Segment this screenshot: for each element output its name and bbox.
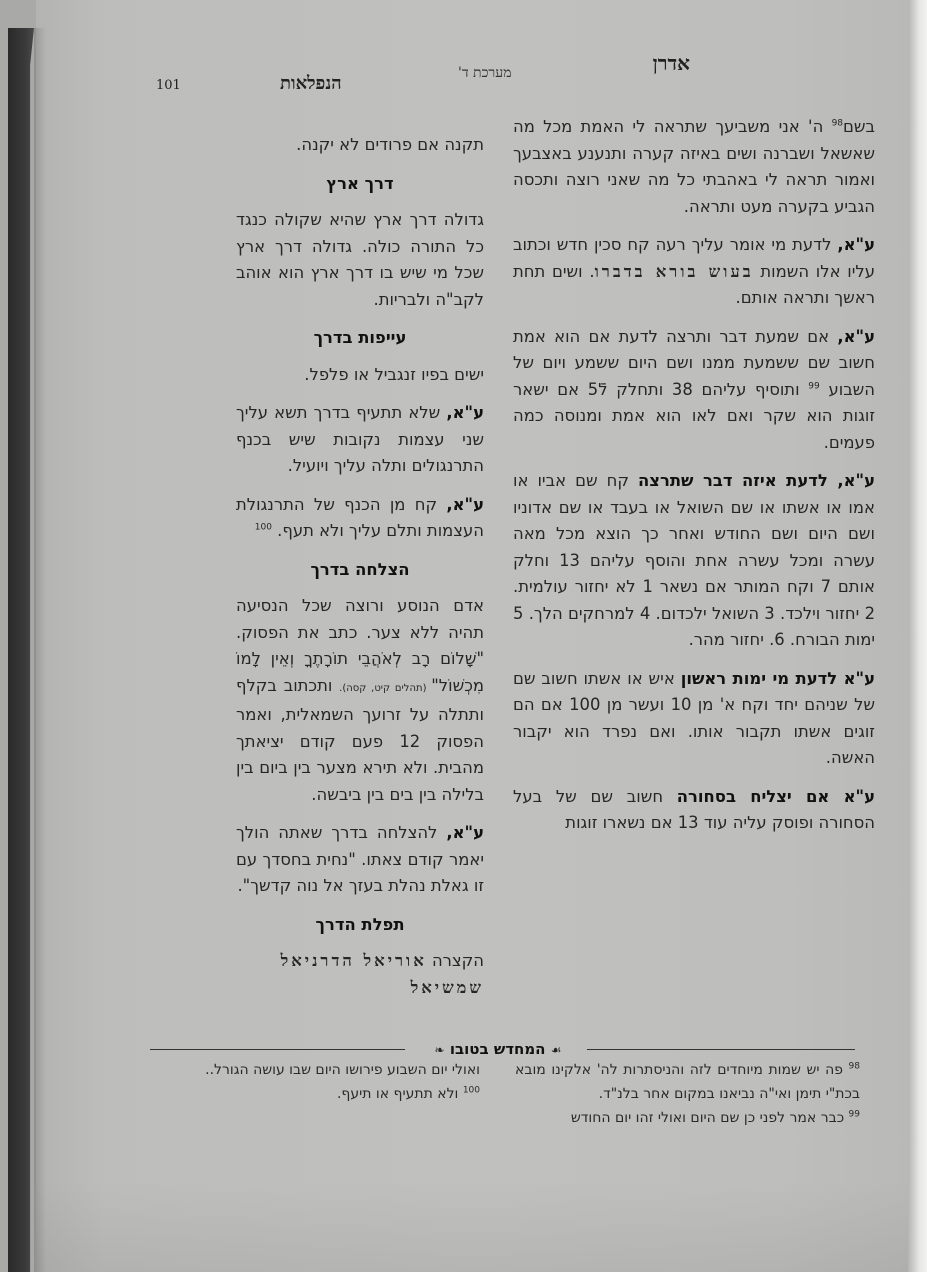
paragraph-text: להצלחה בדרך שאתה הולך יאמר קודם צאתו. "נחית בחסדך עם זו גאלת נהלת בעזך אל נוה קדשך". [236, 823, 484, 895]
footnote-title-text: המחדש בטובו [449, 1040, 546, 1058]
verse-reference: (תהלים קיט, קסה). [339, 682, 432, 694]
paragraph-text: . ושים תחת ראשך ותראה אותם. [513, 261, 875, 307]
footnote-text: ואולי יום השבוע פירושו היום שבו עושה הגורל.. [205, 1062, 480, 1078]
paragraph-text: קח שם אביו או אמו או אשתו או שם השואל או בעבד או שם אדוניו ושם היום ושם החודש ואחר כך הוצא מכל מאה עשרה ומכל עשרה אחת והוסף עליהם 13 וחלק אותם 7 וקח המותר אם נשאר 1 לא יחזור עולמית. 2 יחזור וילכד. 3 השואל ילכדום. 4 למרחקים הלך. 5 ימות הבורח. 6. יחזור מהר. [513, 471, 876, 649]
paragraph-text: בשם [843, 117, 875, 136]
running-header [140, 48, 700, 98]
page-edge [908, 0, 927, 1272]
ornament-icon: ❧ [434, 1043, 445, 1057]
paragraph-text: ותוסיף עליהם 38 ותחלק לֿ5 אם ישאר זוגות הוא שקר ואם לאו הוא אמת ומנוסה כמה פעמים. [513, 379, 875, 452]
footnote-text: ולא תתעיף או תיעף. [336, 1086, 463, 1102]
paragraph [236, 948, 484, 1001]
paragraph [513, 114, 875, 220]
paragraph-text: חשוב שם של בעל הסחורה ופוסק עליה עוד 13 אם נשארו זוגות [513, 786, 875, 832]
footnote [165, 1082, 480, 1106]
paragraph [236, 400, 484, 480]
paragraph-text: לדעת מי אומר עליך רעה קח סכין חדש וכתוב עליו אלו השמות [513, 235, 875, 281]
paragraph [513, 324, 875, 457]
paragraph-text: אם שמעת דבר ותרצה לדעת אם הוא אמת חשוב שם ששמעת ממנו ושם היום ששמע ויום של השבוע [513, 326, 875, 399]
paragraph-lead: ע"א אם יצליח בסחורה [676, 786, 875, 806]
paragraph-lead: ע"א, [446, 403, 484, 422]
divine-names: אוריאל הדרניאל שמשיאל [280, 951, 484, 997]
footnote [165, 1058, 480, 1082]
section-title: מערכת ד' [458, 65, 512, 81]
paragraph [236, 593, 484, 808]
paragraph: גדולה דרך ארץ שהיא שקולה כנגד כל התורה כולה. גדולה דרך ארץ שכל מי שיש בו דרך ארץ הוא אוהב לקב"ה ולבריות. [236, 210, 484, 309]
section-heading: עייפות בדרך [313, 328, 407, 347]
paragraph [513, 232, 875, 312]
divider-line [587, 1049, 855, 1050]
footnote-divider [150, 1040, 855, 1060]
paragraph [513, 468, 875, 654]
footnote [515, 1058, 860, 1106]
paragraph-text: הקצרה [426, 951, 484, 970]
paragraph-lead: ע"א, [446, 823, 484, 842]
paragraph-lead: ע"א, [446, 494, 484, 514]
paragraph-lead: ע"א, [837, 235, 875, 254]
guide-word: אדרן [652, 51, 690, 75]
paragraph-lead: ע"א, [837, 326, 875, 346]
left-column [236, 132, 484, 1013]
footnote [515, 1106, 860, 1130]
divine-names: בעוש בורא בדברו [594, 261, 754, 281]
paragraph [513, 666, 875, 772]
paragraph: תקנה אם פרודים לא יקנה. [296, 135, 484, 154]
book-spine [8, 28, 34, 1272]
paragraph [513, 784, 875, 837]
footnote-ref: 98 [831, 118, 844, 129]
paragraph-text: קח מן הכנף של התרנגולת העצמות ותלם עליך ולא תעף. [236, 494, 484, 540]
paragraph-text: ה' אני משביעך שתראה לי האמת מכל מה שאשאל ושברנה ושים באיזה קערה ותנענע באצבעך ואמור תראה לי באהבתי כל מה שאני רוצה ותכסה הגביע בקערה מעט ותראה. [513, 117, 875, 216]
footnote-ref: 100 [254, 522, 272, 533]
footnote-section-title [412, 1040, 584, 1058]
footnote-number: 98 [848, 1061, 860, 1072]
paragraph: ישים בפיו זנגביל או פלפל. [304, 364, 484, 384]
paragraph-text: אדם הנוסע ורוצה שכל הנסיעה תהיה ללא צער. כתב את הפסוק. "שָׁלוֹם רָב לְאֹהֲבֵי תוֹרָתֶךָ וְאֵין לָמוֹ מִכְשׁוֹל" [236, 596, 484, 695]
paragraph-text: איש או אשתו חשוב שם של שניהם יחד וקח א' מן 10 ועשר מן 100 אם הם זוגים אשתו תקבור אותו. ואם נפרד הוא יקבור האשה. [513, 668, 875, 767]
footnote-number: 100 [462, 1085, 480, 1096]
section-heading: תפלת הדרך [315, 914, 405, 934]
footnote-number: 99 [848, 1109, 860, 1120]
footnote-ref: 99 [808, 381, 820, 392]
footnotes-right [515, 1058, 860, 1130]
page-shade [36, 1180, 908, 1272]
paragraph-text: שלא תתעיף בדרך תשא עליך שני עצמות נקובות שיש בכנף התרנגולים ותלה עליך ויועיל. [236, 403, 484, 475]
paragraph-lead: ע"א, לדעת איזה דבר שתרצה [638, 471, 875, 490]
gutter-shadow [34, 28, 46, 1272]
footnote-text: פה יש שמות מיוחדים לזה והניסתרות לה' אלקינו מובא בכת"י תימן ואי"ה נביאנו במקום אחר בלנ"ד. [515, 1062, 860, 1102]
page-number: 101 [156, 78, 181, 93]
book-title: הנפלאות [280, 73, 342, 94]
paragraph [236, 492, 484, 545]
ornament-icon: ☙ [550, 1043, 562, 1057]
section-heading: הצלחה בדרך [310, 559, 410, 579]
footnotes-left [165, 1058, 480, 1106]
divider-line [150, 1049, 405, 1050]
section-heading: דרך ארץ [326, 173, 394, 193]
footnote-text: כבר אמר לפני כן שם היום ואולי זהו יום החודש [570, 1110, 849, 1126]
paragraph-text: ותכתוב בקלף ותתלה על זרועך השמאלית, ואמר הפסוק 12 פעם קודם יציאתך מהבית. ולא תירא מצער בין ביום בין בלילה בין בים בין ביבשה. [236, 675, 484, 804]
paragraph-lead: ע"א לדעת מי ימות ראשון [680, 668, 875, 688]
paragraph [236, 820, 484, 900]
right-column [513, 114, 875, 849]
